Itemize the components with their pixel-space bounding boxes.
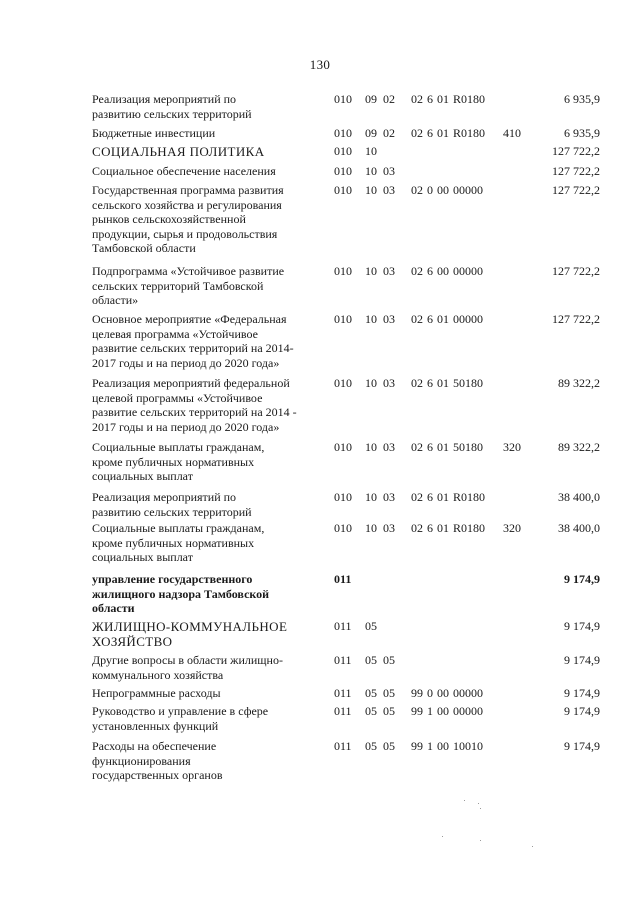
row-target-code: 02 0 00 00000 <box>411 183 483 197</box>
row-name: ЖИЛИЩНО-КОММУНАЛЬНОЕ ХОЗЯЙСТВО <box>92 619 288 649</box>
row-amount: 6 935,9 <box>564 92 600 106</box>
row-amount: 127 722,2 <box>552 144 600 158</box>
row-admin-code: 011 <box>334 619 352 633</box>
row-target-code: 99 0 00 00000 <box>411 686 483 700</box>
row-target-code: 02 6 01 00000 <box>411 312 483 326</box>
row-target-code: 02 6 01 R0180 <box>411 490 486 504</box>
row-admin-code: 010 <box>334 376 352 390</box>
row-name: СОЦИАЛЬНАЯ ПОЛИТИКА <box>92 144 265 159</box>
row-amount: 9 174,9 <box>564 739 600 753</box>
row-section-code: 05 05 <box>365 704 395 718</box>
row-admin-code: 010 <box>334 264 352 278</box>
row-expense-type: 410 <box>503 126 521 140</box>
row-section-code: 05 05 <box>365 739 395 753</box>
row-amount: 38 400,0 <box>558 490 600 504</box>
row-section-code: 09 02 <box>365 92 395 106</box>
row-admin-code: 010 <box>334 490 352 504</box>
row-name: Другие вопросы в области жилищно- коммунального хозяйства <box>92 653 283 682</box>
row-admin-code: 011 <box>334 704 352 718</box>
row-admin-code: 011 <box>334 686 352 700</box>
row-name: Подпрограмма «Устойчивое развитие сельских территорий Тамбовской области» <box>92 264 285 307</box>
row-name: Реализация мероприятий федеральной целевой программы «Устойчивое развитие сельских территорий на 2014 - 2017 годы и на период до 2020 года» <box>92 376 297 434</box>
row-target-code: 99 1 00 00000 <box>411 704 483 718</box>
row-amount: 127 722,2 <box>552 164 600 178</box>
page-number: 130 <box>309 57 331 72</box>
scan-specks <box>420 794 560 854</box>
row-admin-code: 010 <box>334 440 352 454</box>
row-name: Государственная программа развития сельского хозяйства и регулирования рынков сельскохозяйственной продукции, сырья и продовольствия Тамбовской области <box>92 183 284 255</box>
row-section-code: 10 03 <box>365 183 395 197</box>
row-name: Социальное обеспечение населения <box>92 164 276 178</box>
row-expense-type: 320 <box>503 440 521 454</box>
row-amount: 9 174,9 <box>564 619 600 633</box>
row-section-code: 05 05 <box>365 653 395 667</box>
row-section-code: 10 03 <box>365 490 395 504</box>
row-section-code: 05 <box>365 619 377 633</box>
row-section-code: 10 03 <box>365 440 395 454</box>
row-amount: 127 722,2 <box>552 312 600 326</box>
row-section-code: 10 03 <box>365 312 395 326</box>
row-section-code: 10 03 <box>365 521 395 535</box>
scan-speck <box>442 836 443 837</box>
scan-speck <box>464 800 465 801</box>
scan-speck <box>478 803 479 804</box>
row-amount: 9 174,9 <box>564 653 600 667</box>
row-section-code: 09 02 <box>365 126 395 140</box>
scan-speck <box>532 846 533 847</box>
row-name: Руководство и управление в сфере установленных функций <box>92 704 269 733</box>
row-amount: 9 174,9 <box>564 686 600 700</box>
row-amount: 127 722,2 <box>552 264 600 278</box>
row-admin-code: 010 <box>334 126 352 140</box>
row-section-code: 10 <box>365 144 377 158</box>
row-name: Расходы на обеспечение функционирования государственных органов <box>92 739 223 782</box>
row-name: Бюджетные инвестиции <box>92 126 216 140</box>
row-name: Непрограммные расходы <box>92 686 221 700</box>
row-admin-code: 010 <box>334 144 352 158</box>
row-name: Социальные выплаты гражданам, кроме публичных нормативных социальных выплат <box>92 440 265 483</box>
row-target-code: 02 6 01 50180 <box>411 440 483 454</box>
row-target-code: 99 1 00 10010 <box>411 739 483 753</box>
row-admin-code: 011 <box>334 653 352 667</box>
row-name: Реализация мероприятий по развитию сельских территорий <box>92 490 252 519</box>
row-amount: 89 322,2 <box>558 440 600 454</box>
row-admin-code: 010 <box>334 183 352 197</box>
row-name: Социальные выплаты гражданам, кроме публичных нормативных социальных выплат <box>92 521 265 564</box>
row-admin-code: 010 <box>334 521 352 535</box>
row-amount: 89 322,2 <box>558 376 600 390</box>
row-admin-code: 010 <box>334 312 352 326</box>
row-admin-code: 011 <box>334 739 352 753</box>
row-section-code: 10 03 <box>365 164 395 178</box>
row-target-code: 02 6 00 00000 <box>411 264 483 278</box>
row-admin-code: 010 <box>334 92 352 106</box>
scan-speck <box>480 808 481 809</box>
row-target-code: 02 6 01 R0180 <box>411 521 486 535</box>
row-section-code: 10 03 <box>365 264 395 278</box>
row-target-code: 02 6 01 R0180 <box>411 92 486 106</box>
row-amount: 9 174,9 <box>564 704 600 718</box>
row-admin-code: 011 <box>334 572 352 586</box>
row-target-code: 02 6 01 R0180 <box>411 126 486 140</box>
row-name: управление государственного жилищного надзора Тамбовской области <box>92 572 270 615</box>
row-amount: 38 400,0 <box>558 521 600 535</box>
row-amount: 9 174,9 <box>564 572 600 586</box>
row-name: Основное мероприятие «Федеральная целевая программа «Устойчивое развитие сельских территорий на 2014- 2017 годы и на период до 2020 года» <box>92 312 294 370</box>
row-amount: 127 722,2 <box>552 183 600 197</box>
row-admin-code: 010 <box>334 164 352 178</box>
scan-speck <box>480 840 481 841</box>
row-expense-type: 320 <box>503 521 521 535</box>
row-name: Реализация мероприятий по развитию сельских территорий <box>92 92 252 121</box>
row-section-code: 10 03 <box>365 376 395 390</box>
row-section-code: 05 05 <box>365 686 395 700</box>
row-target-code: 02 6 01 50180 <box>411 376 483 390</box>
row-amount: 6 935,9 <box>564 126 600 140</box>
